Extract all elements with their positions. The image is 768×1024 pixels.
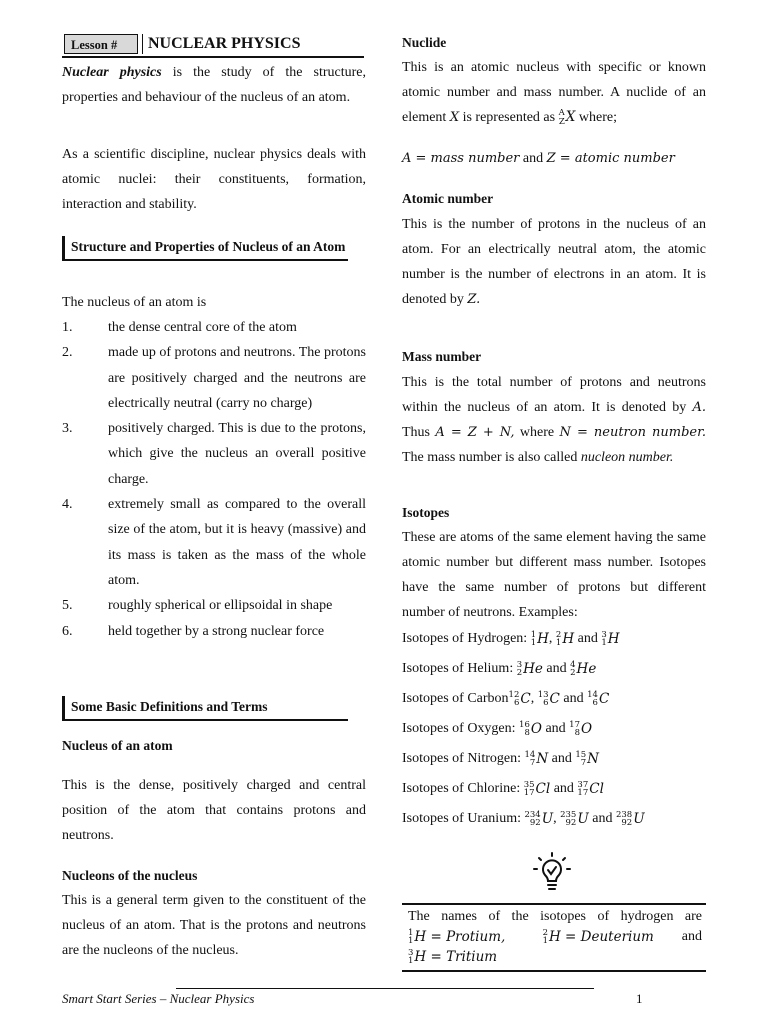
lightbulb-idea-icon [530, 850, 574, 894]
mass-number-text: This is the total number of protons and neutrons within the nucleus of an atom. It is denoted by A. Thus A = Z + N, where N = neutron number. The mass number is also called nucleon number. [402, 375, 707, 465]
structure-list-item [62, 619, 366, 644]
isotopes-list [402, 624, 706, 834]
list-text: held together by a strong nuclear force [108, 623, 325, 639]
nucleons-text: This is a general term given to the constituent of the nucleus of an atom. That is the protons and neutrons are the nucleons of the nucleus. [62, 893, 366, 958]
nuclide-formula: A = mass number and Z = atomic number [402, 151, 675, 166]
structure-lead: The nucleus of an atom is [62, 295, 207, 310]
nuclide-symbol: 1 1 H [530, 629, 549, 648]
atomic-number-title: Atomic number [402, 191, 494, 206]
list-text: roughly spherical or ellipsoidal in shape [108, 598, 333, 614]
list-number: 1. [62, 320, 73, 335]
nuclide-symbol: 35 17 Cl [523, 779, 551, 798]
intro-paragraph [62, 60, 366, 110]
isotopes-title: Isotopes [402, 505, 450, 520]
isotope-label: Isotopes of Hydrogen: [402, 631, 531, 647]
hydrogen-note-box [402, 903, 706, 972]
isotope-row: Isotopes of Uranium: 234 92 U , 235 92 U and 238 92 U [402, 804, 706, 834]
nuclide-symbol: 14 7 N [524, 749, 549, 768]
nucleus-title: Nucleus of an atom [62, 738, 173, 753]
section-heading-structure: Structure and Properties of Nucleus of an Atom [62, 236, 348, 261]
nuclide-symbol: 15 7 N [575, 749, 599, 768]
list-text: extremely small as compared to the overall size of the atom, but it is heavy (massive) and its mass is taken as the mass of the whole atom. [108, 497, 366, 588]
lesson-divider [142, 34, 143, 54]
lesson-header [62, 32, 364, 58]
nucleons-title: Nucleons of the nucleus [62, 868, 198, 883]
intro-text: is the study of the structure, properties and behaviour of the nucleus of an atom. [62, 65, 366, 105]
isotope-row: Isotopes of Helium: 3 2 He and 4 2 He [402, 654, 706, 684]
atomic-number-text: This is the number of protons in the nucleus of an atom. For an electrically neutral atom, the atomic number is the number of electrons in an atom. It is denoted by Z. [402, 217, 706, 307]
section-heading-definitions: Some Basic Definitions and Terms [62, 696, 348, 721]
lesson-tag: Lesson # [64, 34, 138, 54]
nuclide-symbol: 3 1 H [601, 629, 620, 648]
nuclide-symbol: 13 6 C [537, 689, 560, 708]
nuclide-symbol: 37 17 Cl [577, 779, 604, 798]
isotope-row: Isotopes of Carbon 12 6 C , 13 6 C and 14 6 C [402, 684, 706, 714]
isotope-row: Isotopes of Hydrogen: 1 1 H , 2 1 H and 3 1 H [402, 624, 706, 654]
nuclide-symbol: 14 6 C [587, 689, 610, 708]
structure-list-item [62, 593, 366, 618]
isotope-label: Isotopes of Carbon [402, 691, 509, 707]
list-number: 4. [62, 497, 73, 513]
isotope-row: Isotopes of Oxygen: 16 8 O and 17 8 O [402, 714, 706, 744]
footer-rule [176, 988, 594, 989]
structure-list-item [62, 315, 366, 340]
structure-list-item [62, 492, 366, 593]
nuclide-symbol: 3 2 He [516, 659, 543, 678]
isotopes-text: These are atoms of the same element having the same atomic number but different mass number. Isotopes have the same number of protons but different number of neutrons. Examples: [402, 530, 706, 620]
list-number: 3. [62, 421, 73, 437]
list-number: 2. [62, 345, 73, 361]
list-text: the dense central core of the atom [108, 320, 297, 335]
list-text: positively charged. This is due to the protons, which give the nucleus an overall positive charge. [108, 421, 366, 487]
nuclide-symbol: 234 92 U [524, 809, 554, 828]
isotope-row: Isotopes of Chlorine: 35 17 Cl and 37 17 Cl [402, 774, 706, 804]
intro-term: Nuclear physics [62, 65, 162, 80]
nucleus-text: This is the dense, positively charged and central position of the atom that contains protons and neutrons. [62, 778, 366, 843]
isotope-label: Isotopes of Nitrogen: [402, 751, 525, 767]
structure-list [62, 315, 366, 644]
nuclide-symbol: 4 2 He [570, 659, 597, 678]
footer-series: Smart Start Series – Nuclear Physics [62, 991, 255, 1006]
isotope-label: Isotopes of Helium: [402, 661, 517, 677]
isotope-label: Isotopes of Oxygen: [402, 721, 520, 737]
isotope-label: Isotopes of Uranium: [402, 811, 525, 827]
nuclide-title: Nuclide [402, 35, 447, 50]
nuclide-symbol: 235 92 U [560, 809, 589, 828]
nuclide-text: This is an atomic nucleus with specific or known atomic number and mass number. A nuclide of an element X is represented as A Z X where; [402, 55, 706, 130]
nuclide-symbol: X [449, 110, 460, 125]
nuclide-notation: A Z X [558, 108, 576, 127]
intro-paragraph-2: As a scientific discipline, nuclear physics deals with atomic nuclei: their constituents, formation, interaction and stability. [62, 147, 366, 212]
list-number: 6. [62, 623, 73, 639]
nuclide-symbol: 17 8 O [569, 719, 593, 738]
list-number: 5. [62, 598, 73, 614]
lesson-title: NUCLEAR PHYSICS [148, 35, 301, 52]
structure-list-item [62, 416, 366, 492]
structure-list-item [62, 340, 366, 416]
list-text: made up of protons and neutrons. The protons are positively charged and the neutrons are electrically neutral (carry no charge) [108, 345, 366, 411]
nuclide-symbol: 16 8 O [519, 719, 542, 738]
mass-number-title: Mass number [402, 349, 482, 364]
hydrogen-note-text: The names of the isotopes of hydrogen are 1 1 H = Protium, 2 1 H = Deuterium and 3 1 H = Tritium [408, 909, 703, 967]
isotope-label: Isotopes of Chlorine: [402, 781, 524, 797]
page-number: 1 [636, 991, 643, 1006]
nuclide-symbol: 12 6 C [508, 689, 531, 708]
nuclide-symbol: 2 1 H [555, 629, 575, 648]
nuclide-symbol: 238 92 U [615, 809, 645, 828]
isotope-row: Isotopes of Nitrogen: 14 7 N and 15 7 N [402, 744, 706, 774]
